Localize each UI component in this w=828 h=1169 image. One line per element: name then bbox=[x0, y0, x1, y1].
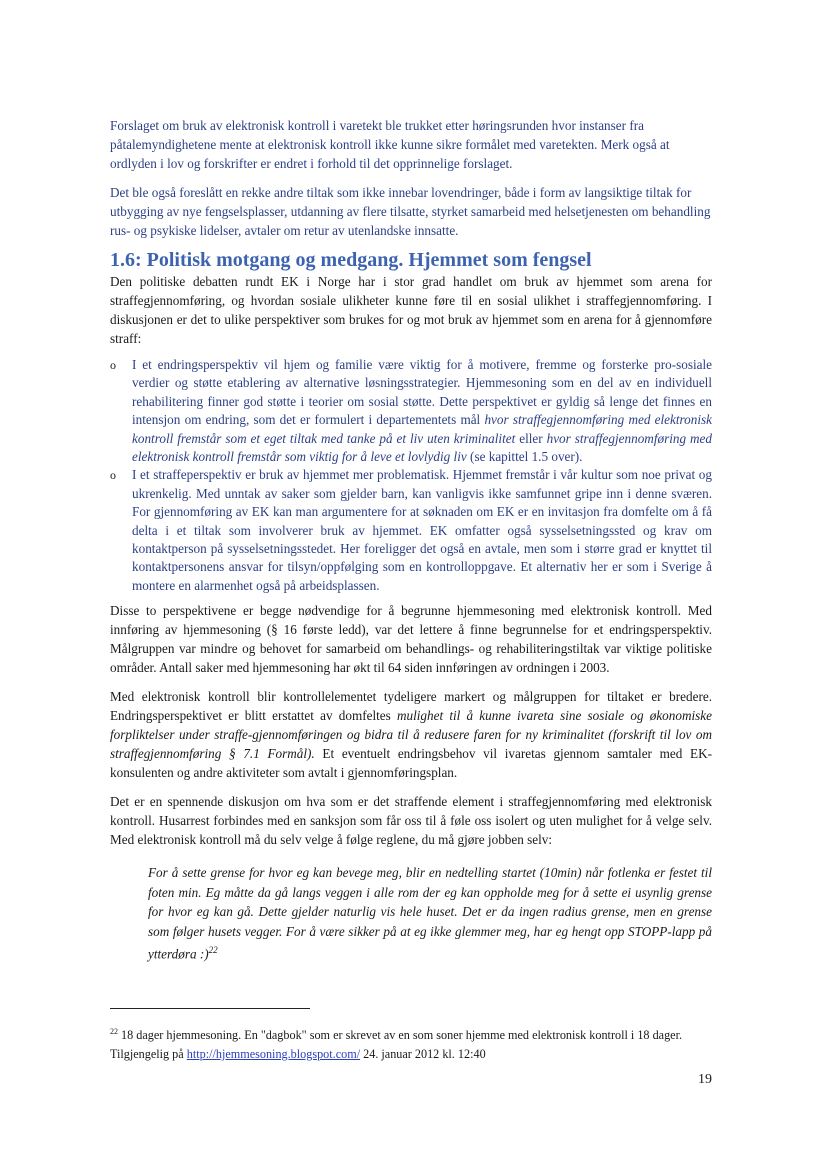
paragraph-control-element bbox=[110, 687, 712, 782]
footnote-date: 24. januar 2012 kl. 12:40 bbox=[360, 1047, 486, 1062]
blog-link[interactable]: http://hjemmesoning.blogspot.com/ bbox=[186, 1047, 361, 1062]
list-item-change-perspective bbox=[110, 356, 712, 466]
perspective-list bbox=[110, 356, 712, 595]
paragraph-political-debate: Den politiske debatten rundt EK i Norge har i stor grad handlet om bruk av hjemmet som arena for straffegjennomføring, og hvordan sosiale ulikheter kunne føre til en sosial ulikhet i straffegjennomføring. I diskusjonen er det to ulike perspektiver som brukes for og mot bruk av hjemmet som en arena for å gjennomføre straff: bbox=[110, 274, 712, 346]
list-item-punishment-perspective bbox=[110, 466, 712, 595]
bullet-quote-2: hvor straffegjennomføring med elektronisk kontroll fremstår som viktig for å leve et lovlydig liv bbox=[132, 430, 712, 465]
bullet-marker: o bbox=[110, 468, 116, 483]
footnote bbox=[110, 1022, 712, 1064]
block-quote bbox=[148, 863, 712, 963]
footnote-divider bbox=[110, 1008, 310, 1009]
text-span: Et eventuelt endringsbehov vil ivaretas gjennom samtaler med EK-konsulenten og andre aktiviteter som avtalt i gjennomføringsplan. bbox=[110, 746, 712, 781]
paragraph-both-perspectives: Disse to perspektivene er begge nødvendige for å begrunne hjemmesoning med elektronisk kontroll. Med innføring av hjemmesoning (§ 16 første ledd), var det lettere å finne begrunnelse for et endringsperspektiv. Målgruppen var mindre og behovet for samarbeid om behandlings- og rehabiliteringstiltak var viktige politiske områder. Antall saker med hjemmesoning har økt til 64 siden innføringen av ordningen i 2003. bbox=[110, 603, 712, 676]
paragraph-punishing-element: Det er en spennende diskusjon om hva som er det straffende element i straffegjennomføring med elektronisk kontroll. Husarrest forbindes med en sanksjon som får oss til å føle oss isolert og uten mulighet for å velge selv. Med elektronisk kontroll må du selv velge å følge reglene, du må gjøre jobben selv: bbox=[110, 794, 712, 848]
quote-text: For å sette grense for hvor eg kan bevege meg, blir en nedtelling startet (10min) når fotlenka er festet til foten min. Eg måtte da gå langs veggen i alle rom der eg kan oppholde meg for å sette ei usynlig grense for hvor eg kan gå. Dette gjelder naturlig vis hele huset. Det er da ingen radius grense, men en grense som følger husets vegger. For å være sikker på at eg ikke glemmer meg, har eg hengt opp STOPP-lapp på ytterdøra :) bbox=[148, 865, 712, 962]
document-body bbox=[110, 116, 712, 964]
bullet-quote-1: hvor straffegjennomføring med elektronisk kontroll fremstår som et eget tiltak med tanke på et liv uten kriminalitet bbox=[132, 412, 713, 446]
paragraph-varetekt: Forslaget om bruk av elektronisk kontroll i varetekt ble trukket etter høringsrunden hvor instanser fra påtalemyndighetene mente at elektronisk kontroll ikke kunne sikre formålet med varetekten. Merk også at ordlyden i lov og forskrifter er endret i forhold til det opprinnelige forslaget. bbox=[110, 118, 670, 171]
bullet-text-end: (se kapittel 1.5 over). bbox=[466, 449, 583, 465]
footnote-reference[interactable]: 22 bbox=[208, 944, 218, 955]
paragraph-other-measures: Det ble også foreslått en rekke andre tiltak som ikke innebar lovendringer, både i form av langsiktige tiltak for utbygging av nye fengselsplasser, utdanning av flere tilsatte, styrket samarbeid med helsetjenesten om behandling rus- og psykiske lidelser, avtaler om retur av utenlandske innsatte. bbox=[110, 185, 711, 238]
footnote-number: 22 bbox=[110, 1027, 118, 1036]
bullet-marker: o bbox=[110, 358, 116, 372]
bullet-text-join: eller bbox=[515, 430, 547, 446]
bullet-text: I et straffeperspektiv er bruk av hjemmet mer problematisk. Hjemmet fremstår i vår kultur som noe privat og ukrenkelig. Med unntak av saker som gjelder barn, kan vanligvis ikke samfunnet gripe inn i denne sværen. For gjennomføring av EK kan man argumentere for at søknaden om EK er en invitasjon fra domfelte om å få delta i et tiltak som involverer bruk av hjemmet. EK omfatter også sysselsetningssted og krav om kontaktperson på sysselsetningsstedet. Her foreligger det også en avtale, men som i større grad er knyttet til kontaktpersonens ansvar for tilsyn/oppfølging som en kontrolloppgave. Et alternativ her er som i Sverige å montere en alarmenhet også på arbeidsplassen. bbox=[132, 467, 712, 593]
footnote-text: 18 dager hjemmesoning. En "dagbok" som er skrevet av en som soner hjemme med elektronisk kontroll i 18 dager. Tilgjengelig på bbox=[110, 1028, 683, 1062]
section-heading: 1.6: Politisk motgang og medgang. Hjemmet som fengsel bbox=[110, 249, 592, 271]
page-number: 19 bbox=[698, 1072, 712, 1087]
text-span: Med elektronisk kontroll blir kontrollelementet tydeligere markert og målgruppen for tiltaket er bredere. Endringsperspektivet er blitt erstattet av domfeltes bbox=[110, 689, 712, 724]
regulation-quote: mulighet til å kunne ivareta sine sosiale og økonomiske forpliktelser under straffe-gjennomføringen og bidra til å redusere faren for ny kriminalitet (forskrift til lov om straffegjennomføring § 7.1 Formål). bbox=[110, 708, 712, 762]
bullet-text: I et endringsperspektiv vil hjem og familie være viktig for å motivere, fremme og forsterke pro-sosiale verdier og støtte etablering av alternative løsningsstrategier. Hjemmesoning som en del av en individuell rehabilitering finner god støtte i teorier om sosial støtte. Dette perspektivet er gyldig så lenge det finnes en intensjon om endring, som det er formulert i departementets mål bbox=[132, 357, 712, 428]
